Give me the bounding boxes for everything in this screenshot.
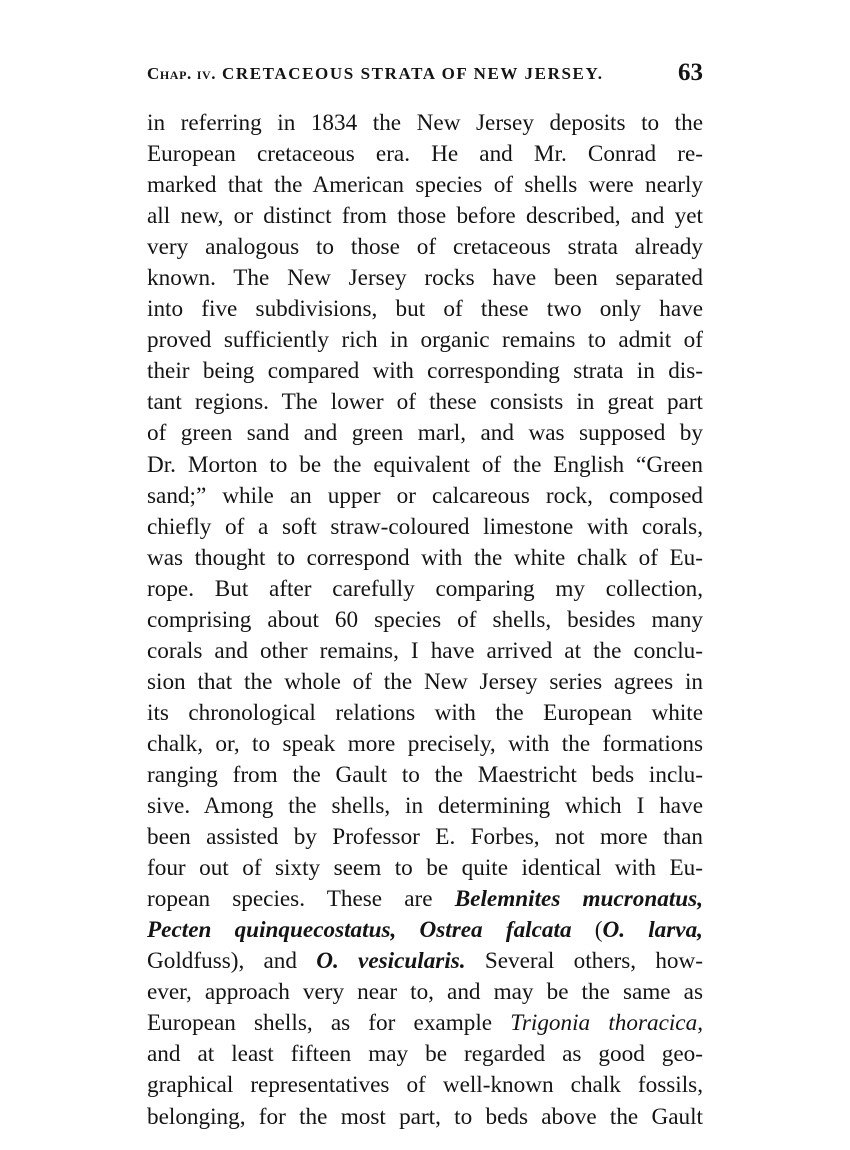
- text-segment: Goldfuss), and: [147, 948, 317, 975]
- text-line: [147, 139, 703, 170]
- text-line: [147, 387, 703, 418]
- species-name: O. larva,: [602, 917, 703, 944]
- species-name: Belemnites mucronatus,: [454, 886, 703, 913]
- text-segment: into five subdivisions, but of these two only have: [147, 296, 703, 323]
- text-segment: marked that the American species of shells were nearly: [147, 172, 703, 199]
- text-segment: their being compared with corresponding strata in dis-: [147, 358, 703, 385]
- text-line: [147, 543, 703, 574]
- text-segment: corals and other remains, I have arrived at the conclu-: [147, 637, 703, 664]
- chapter-label: Chap. iv.: [147, 64, 217, 83]
- text-segment: known. The New Jersey rocks have been separated: [147, 265, 703, 292]
- text-segment: ropean species. These are: [147, 886, 455, 913]
- species-name: Trigonia thoracica,: [510, 1010, 703, 1037]
- text-line: [147, 1102, 703, 1133]
- text-line: [147, 915, 703, 946]
- text-segment: European shells, as for example: [147, 1010, 511, 1037]
- text-segment: of green sand and green marl, and was supposed by: [147, 420, 703, 447]
- text-segment: European cretaceous era. He and Mr. Conrad re-: [147, 141, 703, 168]
- text-line: [147, 356, 703, 387]
- text-line: [147, 946, 703, 977]
- text-line: [147, 108, 703, 139]
- text-segment: four out of sixty seem to be quite identical with Eu-: [147, 855, 703, 882]
- text-segment: in referring in 1834 the New Jersey deposits to the: [147, 110, 703, 136]
- text-segment: sive. Among the shells, in determining which I have: [147, 793, 703, 820]
- text-line: [147, 636, 703, 667]
- text-line: [147, 791, 703, 822]
- text-line: [147, 574, 703, 605]
- chapter-title: CRETACEOUS STRATA OF NEW JERSEY.: [221, 64, 604, 83]
- text-line: [147, 698, 703, 729]
- text-segment: been assisted by Professor E. Forbes, not more than: [147, 824, 703, 851]
- text-segment: proved sufficiently rich in organic remains to admit of: [147, 327, 703, 354]
- species-name: Pecten quinquecostatus, Ostrea falcata: [147, 917, 572, 944]
- body-text: [147, 108, 703, 1133]
- text-segment: very analogous to those of cretaceous strata already: [147, 234, 703, 261]
- text-line: [147, 294, 703, 325]
- text-line: [147, 760, 703, 791]
- text-line: [147, 853, 703, 884]
- text-line: [147, 977, 703, 1008]
- text-segment: sand;” while an upper or calcareous rock, composed: [147, 482, 703, 509]
- text-line: [147, 418, 703, 449]
- text-line: [147, 232, 703, 263]
- text-line: [147, 201, 703, 232]
- text-segment: all new, or distinct from those before described, and yet: [147, 203, 703, 230]
- running-head: [147, 64, 604, 84]
- text-segment: Dr. Morton to be the equivalent of the English “Green: [147, 451, 703, 478]
- text-segment: belonging, for the most part, to beds above the Gault: [147, 1103, 703, 1130]
- text-line: [147, 1039, 703, 1070]
- text-line: [147, 1070, 703, 1101]
- page-header: [147, 59, 703, 90]
- text-segment: graphical representatives of well-known chalk fossils,: [147, 1072, 703, 1099]
- text-line: [147, 884, 703, 915]
- species-name: O. vesicularis.: [316, 948, 466, 975]
- text-line: [147, 1008, 703, 1039]
- text-line: [147, 450, 703, 481]
- text-segment: was thought to correspond with the white chalk of Eu-: [147, 544, 703, 571]
- text-segment: (: [571, 917, 603, 944]
- text-segment: Several others, how-: [465, 948, 703, 975]
- text-segment: its chronological relations with the European white: [147, 699, 703, 726]
- text-line: [147, 822, 703, 853]
- text-line: [147, 605, 703, 636]
- text-segment: chiefly of a soft straw-coloured limestone with corals,: [147, 513, 703, 540]
- text-line: [147, 512, 703, 543]
- text-segment: sion that the whole of the New Jersey series agrees in: [147, 668, 703, 695]
- text-segment: ranging from the Gault to the Maestricht beds inclu-: [147, 761, 703, 788]
- text-line: [147, 667, 703, 698]
- text-segment: and at least fifteen may be regarded as good geo-: [147, 1041, 703, 1068]
- text-line: [147, 729, 703, 760]
- page-number: 63: [678, 59, 703, 86]
- text-line: [147, 263, 703, 294]
- text-line: [147, 170, 703, 201]
- text-segment: tant regions. The lower of these consists in great part: [147, 389, 703, 416]
- text-line: [147, 325, 703, 356]
- text-segment: ever, approach very near to, and may be the same as: [147, 979, 703, 1006]
- text-segment: chalk, or, to speak more precisely, with the formations: [147, 730, 703, 757]
- text-segment: comprising about 60 species of shells, besides many: [147, 606, 703, 633]
- text-segment: rope. But after carefully comparing my collection,: [147, 575, 703, 602]
- text-line: [147, 481, 703, 512]
